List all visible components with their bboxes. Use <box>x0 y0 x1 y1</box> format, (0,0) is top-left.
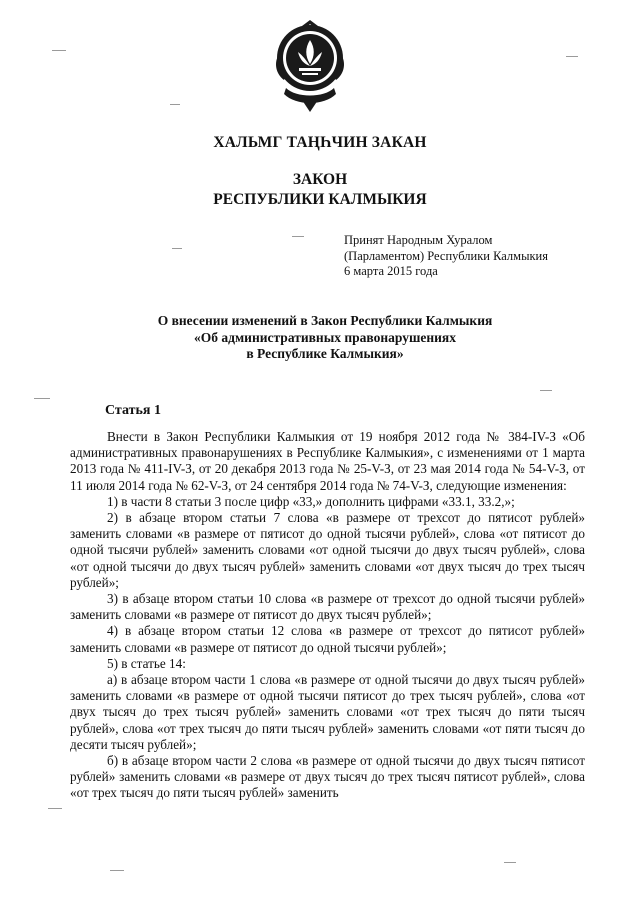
article-paragraph: Внести в Закон Республики Калмыкия от 19 ноября 2012 года № 384-IV-З «Об административных правонарушениях в Республике Калмыкия», с изменениями от 1 марта 2013 года № 411-IV-З, от 20 декабря 2013 года № 25-V-З, от 23 мая 2014 года № 54-V-З, от 11 июля 2014 года № 62-V-З, от 24 сентября 2014 года № 74-V-З, следующие изменения: <box>70 429 585 493</box>
law-title <box>0 170 640 210</box>
adoption-line2: (Парламентом) Республики Калмыкия <box>344 248 548 263</box>
scan-artifact <box>540 390 552 391</box>
adoption-line1: Принят Народным Хуралом <box>344 233 493 247</box>
scan-artifact <box>48 808 62 809</box>
article-paragraph: а) в абзаце втором части 1 слова «в размере от одной тысячи до двух тысяч рублей» заменить словами «в размере от одной тысячи пятисот до трех тысяч рублей», слова «от двух тысяч до трех тысяч рублей» заменить словами «от трех тысяч до пяти тысяч рублей», слова «от трех тысяч до пяти тысяч рублей» заменить словами «от пяти тысяч до десяти тысяч рублей»; <box>70 672 585 752</box>
scan-artifact <box>34 398 50 399</box>
law-title-line1: ЗАКОН <box>292 171 348 188</box>
law-title-line2: РЕСПУБЛИКИ КАЛМЫКИЯ <box>213 191 427 208</box>
scan-artifact <box>170 104 180 105</box>
scan-artifact <box>52 50 66 51</box>
subject-line3: в Республике Калмыкия» <box>246 346 404 361</box>
adoption-line3: 6 марта 2015 года <box>344 264 438 278</box>
scan-artifact <box>504 862 516 863</box>
article-paragraph: 2) в абзаце втором статьи 7 слова «в размере от трехсот до пятисот рублей» заменить словами «в размере от пятисот до одной тысячи рублей», слова «от пятисот до одной тысячи рублей» заменить словами «от одной тысячи до двух тысяч рублей», слова «от одной тысячи до двух тысяч рублей» заменить словами «от двух тысяч до трех тысяч рублей»; <box>70 510 585 590</box>
scan-artifact <box>110 870 124 871</box>
article-paragraph: 3) в абзаце втором статьи 10 слова «в размере от трехсот до одной тысячи рублей» заменить словами «в размере от пятисот до двух тысяч рублей»; <box>70 591 585 623</box>
article-heading: Статья 1 <box>105 403 161 418</box>
law-subject <box>60 313 590 363</box>
subject-line2: «Об административных правонарушениях <box>194 329 456 345</box>
subject-line1: О внесении изменений в Закон Республики Калмыкия <box>157 313 493 328</box>
article-body <box>70 429 585 802</box>
scan-artifact <box>566 56 578 57</box>
article-paragraph: 4) в абзаце втором статьи 12 слова «в размере от трехсот до пятисот рублей» заменить словами «в размере от пятисот до одной тысячи рублей»; <box>70 623 585 655</box>
scan-artifact <box>172 248 182 249</box>
republic-emblem-icon <box>272 18 348 114</box>
title-kalmyk: ХАЛЬМГ ТАҢҺЧИН ЗАКАН <box>213 134 427 151</box>
article-paragraph: 5) в статье 14: <box>107 655 186 671</box>
scan-artifact <box>292 236 304 237</box>
article-paragraph: б) в абзаце втором части 2 слова «в размере от одной тысячи до двух тысяч пятисот рублей» заменить словами «в размере от двух тысяч до трех тысяч пятисот рублей», слова «от трех тысяч до пяти тысяч рублей» заменить <box>70 753 585 801</box>
adoption-note <box>344 233 584 280</box>
article-paragraph: 1) в части 8 статьи 3 после цифр «33,» дополнить цифрами «33.1, 33.2,»; <box>107 493 515 509</box>
